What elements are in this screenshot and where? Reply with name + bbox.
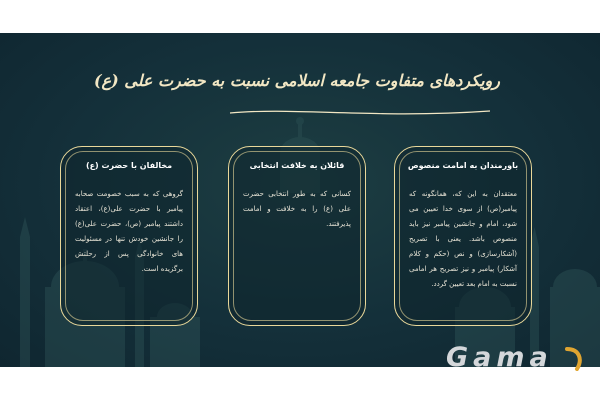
card-heading: باورمندان به امامت منصوص: [407, 161, 519, 170]
title-ornament-icon: [225, 103, 495, 121]
presentation-slide: [0, 33, 600, 367]
card-mokhalefan: [60, 146, 198, 326]
gama-watermark: Gama: [446, 342, 553, 373]
card-heading: قائلان به خلافت انتخابی: [249, 161, 345, 170]
card-heading: مخالفان با حضرت (ع): [85, 161, 173, 170]
card-frame: [233, 151, 361, 321]
card-mansus: [394, 146, 532, 326]
letterbox-top: [0, 0, 600, 33]
card-body: گروهی که به سبب خصومت صحابه پیامبر با حضرت علی(ع)، اعتقاد داشتند پیامبر (ص)، حضرت علی(ع) را جانشین خودش تنها در مسئولیت های خانوادگی پس از رحلتش برگزیده است.: [75, 190, 183, 273]
card-body: کسانی که به طور انتخابی حضرت علی (ع) را به خلافت و امامت پذیرفتند.: [243, 190, 351, 228]
card-entekhabi: [228, 146, 366, 326]
slide-title: رویکردهای متفاوت جامعه اسلامی نسبت به حضرت علی (ع): [93, 71, 500, 90]
gama-logo-icon: [563, 345, 585, 371]
card-body: معتقدان به این که، همانگونه که پیامبر(ص) از سوی خدا تعیین می شود، امام و جانشین پیامبر نیز باید منصوص باشد. یعنی با تصریح (آشکارسازی) و نص (حکم و کلام آشکار) پیامبر و نیز تصریح هر امامی نسبت به امام بعد تعیین گردد.: [409, 190, 517, 288]
